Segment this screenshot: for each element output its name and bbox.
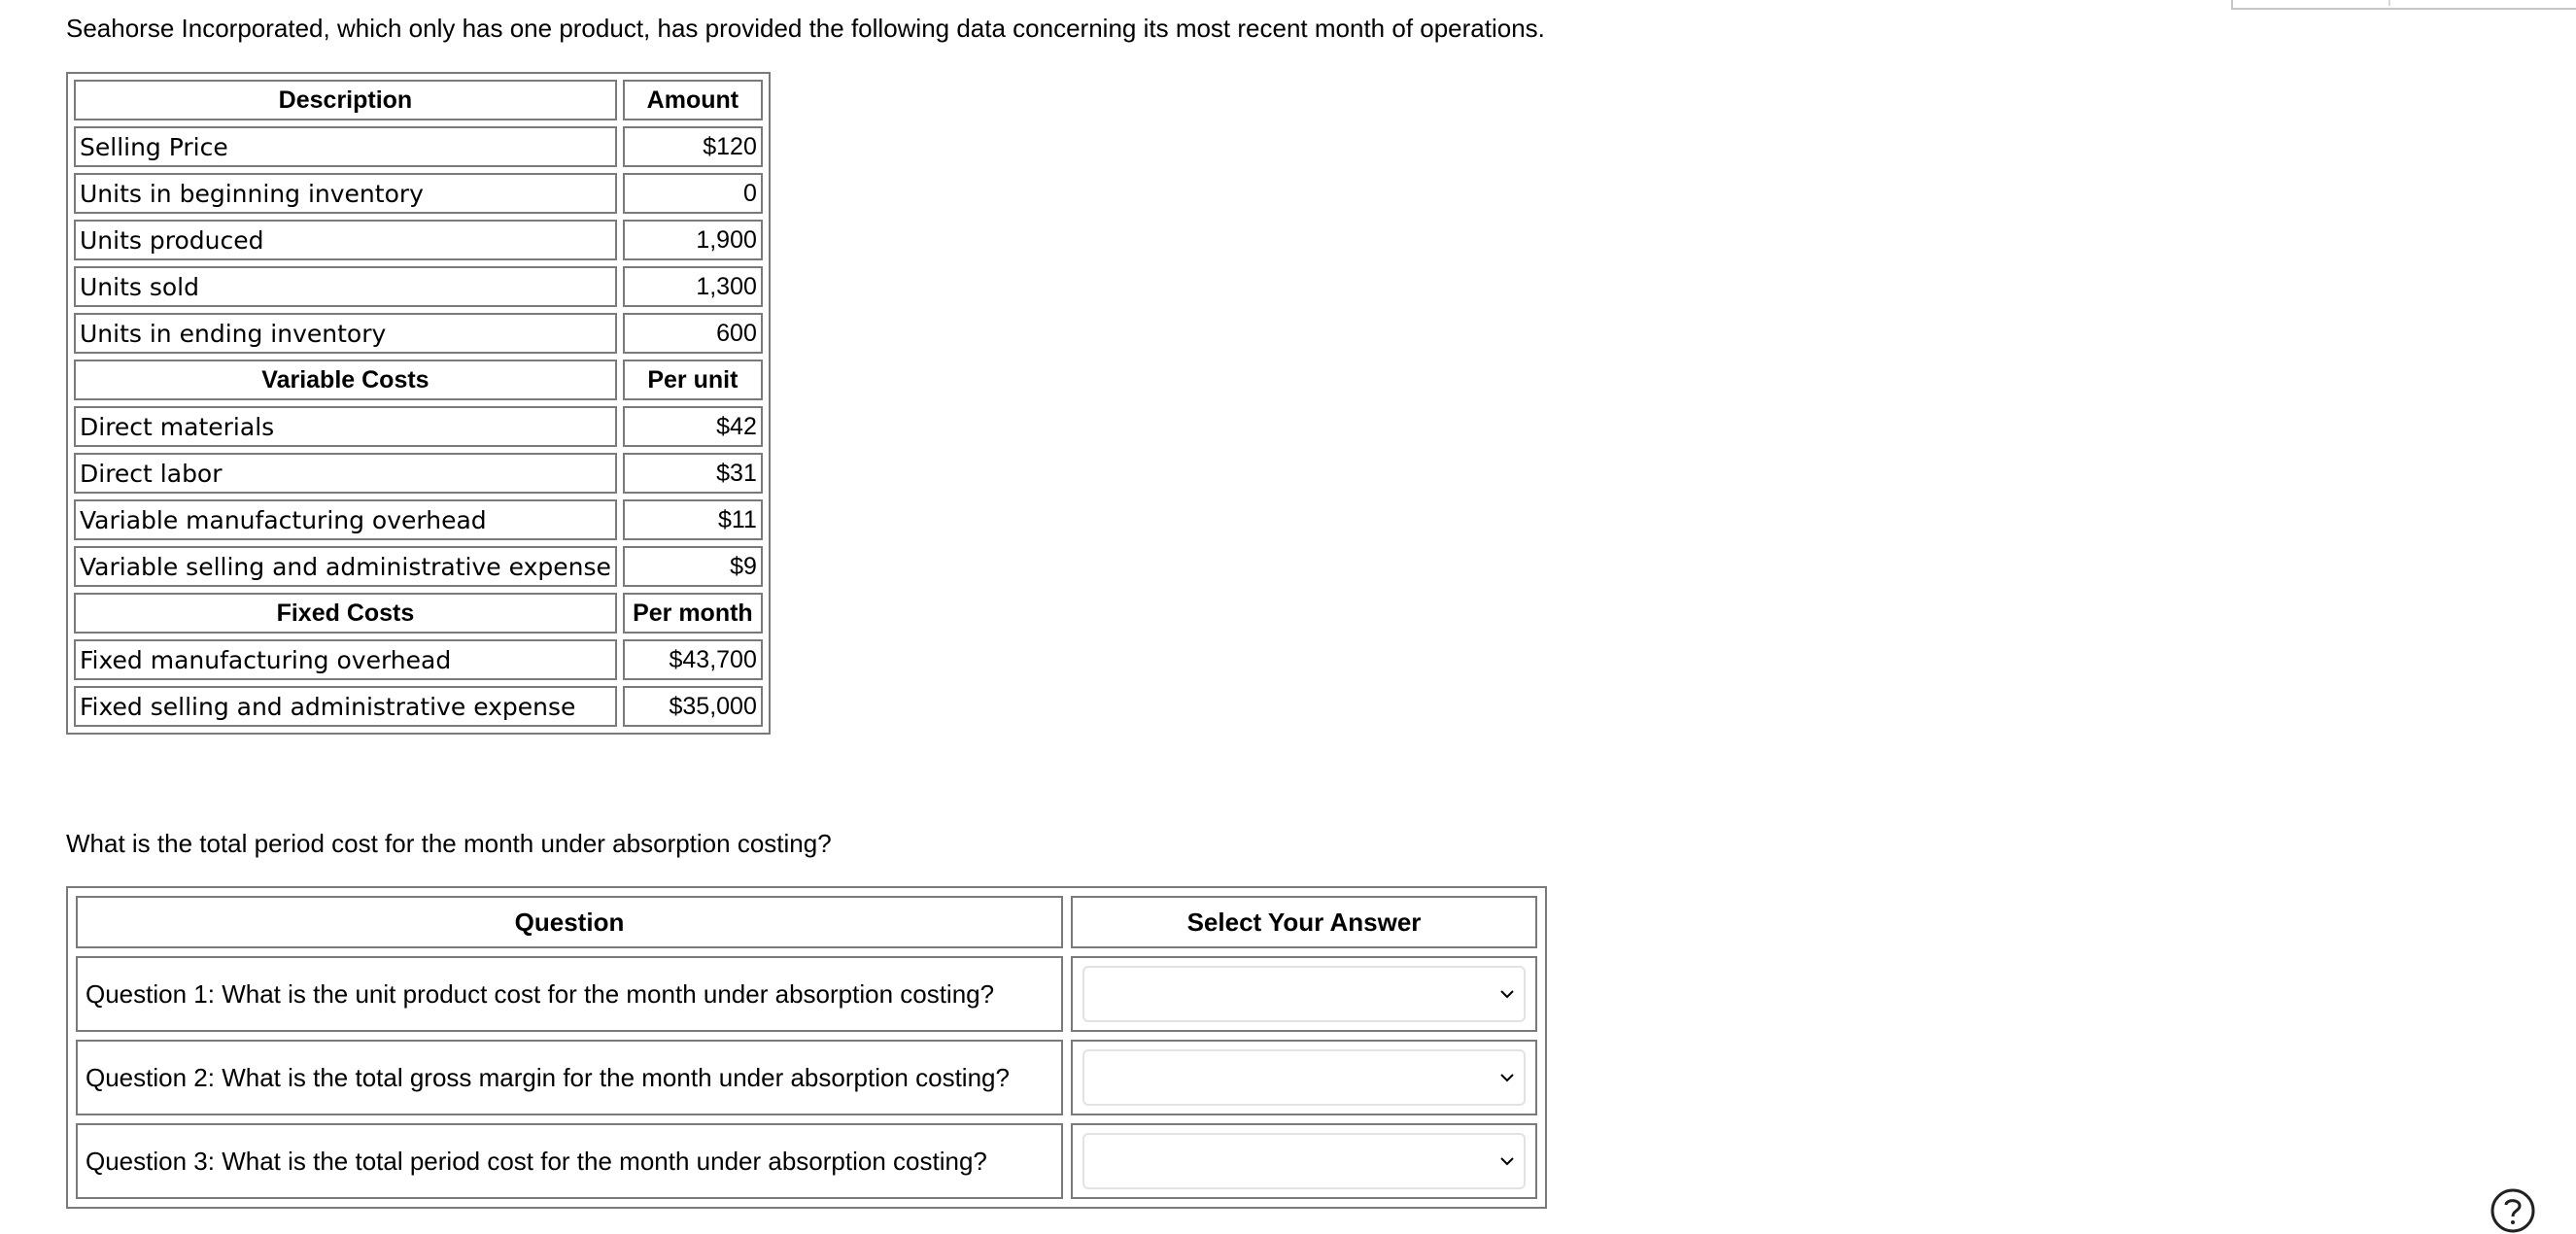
table-row	[74, 126, 763, 167]
description-header: Description	[74, 80, 617, 120]
amount-header: Amount	[623, 80, 763, 120]
answer-table	[66, 886, 1547, 1209]
table-row	[74, 313, 763, 354]
help-icon[interactable]	[2490, 1187, 2536, 1234]
row-value: $9	[623, 546, 763, 587]
question-1-answer-select[interactable]	[1082, 966, 1526, 1022]
row-value: 0	[623, 173, 763, 214]
question-row	[76, 1123, 1537, 1199]
variable-costs-header: Variable Costs	[74, 360, 617, 400]
question-1-answer-cell	[1071, 956, 1537, 1032]
top-right-frame	[2231, 0, 2576, 10]
question-row	[76, 1040, 1537, 1115]
question-1-text: Question 1: What is the unit product cost for the month under absorption costing?	[76, 956, 1063, 1032]
chevron-down-icon	[1496, 1150, 1518, 1172]
question-2-answer-cell	[1071, 1040, 1537, 1115]
table-row	[74, 453, 763, 494]
row-label: Units in ending inventory	[74, 313, 617, 354]
row-label: Fixed manufacturing overhead	[74, 639, 617, 680]
row-label: Direct materials	[74, 406, 617, 447]
row-label: Fixed selling and administrative expense	[74, 686, 617, 727]
question-2-text: Question 2: What is the total gross margin for the month under absorption costing?	[76, 1040, 1063, 1115]
chevron-down-icon	[1496, 1067, 1518, 1088]
intro-text: Seahorse Incorporated, which only has one product, has provided the following data concerning its most recent month of operations.	[66, 14, 1545, 43]
row-label: Units in beginning inventory	[74, 173, 617, 214]
question-2-answer-select[interactable]	[1082, 1049, 1526, 1106]
row-label: Units sold	[74, 266, 617, 307]
table-row	[74, 546, 763, 587]
fixed-costs-header: Fixed Costs	[74, 593, 617, 634]
question-3-answer-select[interactable]	[1082, 1133, 1526, 1189]
question-3-answer-cell	[1071, 1123, 1537, 1199]
table-row	[74, 686, 763, 727]
row-value: 1,300	[623, 266, 763, 307]
row-value: $43,700	[623, 639, 763, 680]
variable-costs-header-row	[74, 360, 763, 400]
fixed-costs-header-row	[74, 593, 763, 634]
question-row	[76, 956, 1537, 1032]
row-label: Variable manufacturing overhead	[74, 499, 617, 540]
row-label: Direct labor	[74, 453, 617, 494]
chevron-down-icon	[1496, 983, 1518, 1005]
row-label: Units produced	[74, 220, 617, 260]
table-row	[74, 173, 763, 214]
row-value: $42	[623, 406, 763, 447]
per-unit-header: Per unit	[623, 360, 763, 400]
row-label: Variable selling and administrative expense	[74, 546, 617, 587]
table-row	[74, 639, 763, 680]
question-3-text: Question 3: What is the total period cost for the month under absorption costing?	[76, 1123, 1063, 1199]
table-row	[74, 266, 763, 307]
row-value: $11	[623, 499, 763, 540]
table-row	[74, 406, 763, 447]
per-month-header: Per month	[623, 593, 763, 634]
question-header: Question	[76, 896, 1063, 948]
answer-table-header-row	[76, 896, 1537, 948]
table-header-row	[74, 80, 763, 120]
row-value: 1,900	[623, 220, 763, 260]
data-table	[66, 72, 771, 735]
table-row	[74, 499, 763, 540]
question-prompt: What is the total period cost for the month under absorption costing?	[66, 829, 832, 858]
row-value: $120	[623, 126, 763, 167]
row-value: $31	[623, 453, 763, 494]
table-row	[74, 220, 763, 260]
row-value: 600	[623, 313, 763, 354]
row-value: $35,000	[623, 686, 763, 727]
row-label: Selling Price	[74, 126, 617, 167]
select-answer-header: Select Your Answer	[1071, 896, 1537, 948]
